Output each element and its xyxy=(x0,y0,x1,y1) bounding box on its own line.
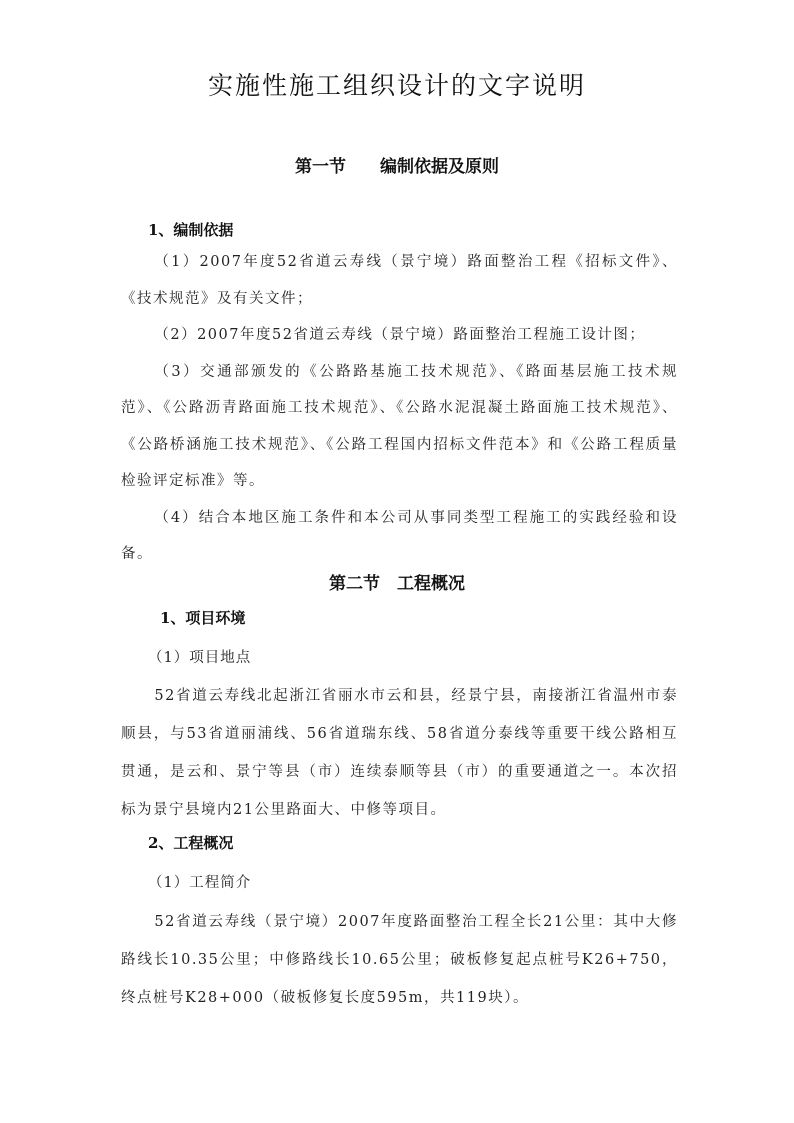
section-2-sub-1-heading: 1、项目环境 xyxy=(160,609,246,627)
basis-item-3: （3）交通部颁发的《公路路基施工技术规范》、《路面基层施工技术规范》、《公路沥青路面施工技术规范》、《公路水泥混凝土路面施工技术规范》、《公路桥涵施工技术规范》、《公路工程国内招标文件范本》和《公路工程质量检验评定标准》等。 xyxy=(121,363,678,489)
section-1-sub-1-heading: 1、编制依据 xyxy=(148,221,234,239)
document-title: 实施性施工组织设计的文字说明 xyxy=(207,71,586,100)
basis-list xyxy=(121,244,678,573)
project-intro-label: （1）工程简介 xyxy=(148,875,252,891)
project-intro-paragraph: 52省道云寿线（景宁境）2007年度路面整治工程全长21公里：其中大修路线长10.35公里；中修路线长10.65公里；破板修复起点桩号K26+750，终点桩号K28+000（破板修复长度595m，共119块）。 xyxy=(121,914,678,1006)
project-location-paragraph: 52省道云寿线北起浙江省丽水市云和县，经景宁县，南接浙江省温州市泰顺县，与53省道丽浦线、56省道瑞东线、58省道分泰线等重要干线公路相互贯通，是云和、景宁等县（市）连续泰顺等县（市）的重要通道之一。本次招标为景宁县境内21公里路面大、中修等项目。 xyxy=(121,688,678,818)
project-intro-text xyxy=(121,903,678,1017)
section-2-sub-2-heading: 2、工程概况 xyxy=(148,834,234,852)
section-1-heading: 第一节 编制依据及原则 xyxy=(295,157,499,177)
basis-item-2: （2）2007年度52省道云寿线（景宁境）路面整治工程施工设计图； xyxy=(154,327,646,343)
basis-item-1: （1）2007年度52省道云寿线（景宁境）路面整治工程《招标文件》、《技术规范》及有关文件； xyxy=(121,254,678,307)
basis-item-4: （4）结合本地区施工条件和本公司从事同类型工程施工的实践经验和设备。 xyxy=(121,509,678,562)
section-2-heading: 第二节 工程概况 xyxy=(329,574,465,594)
project-location-text xyxy=(121,677,678,829)
project-location-label: （1）项目地点 xyxy=(148,650,252,666)
